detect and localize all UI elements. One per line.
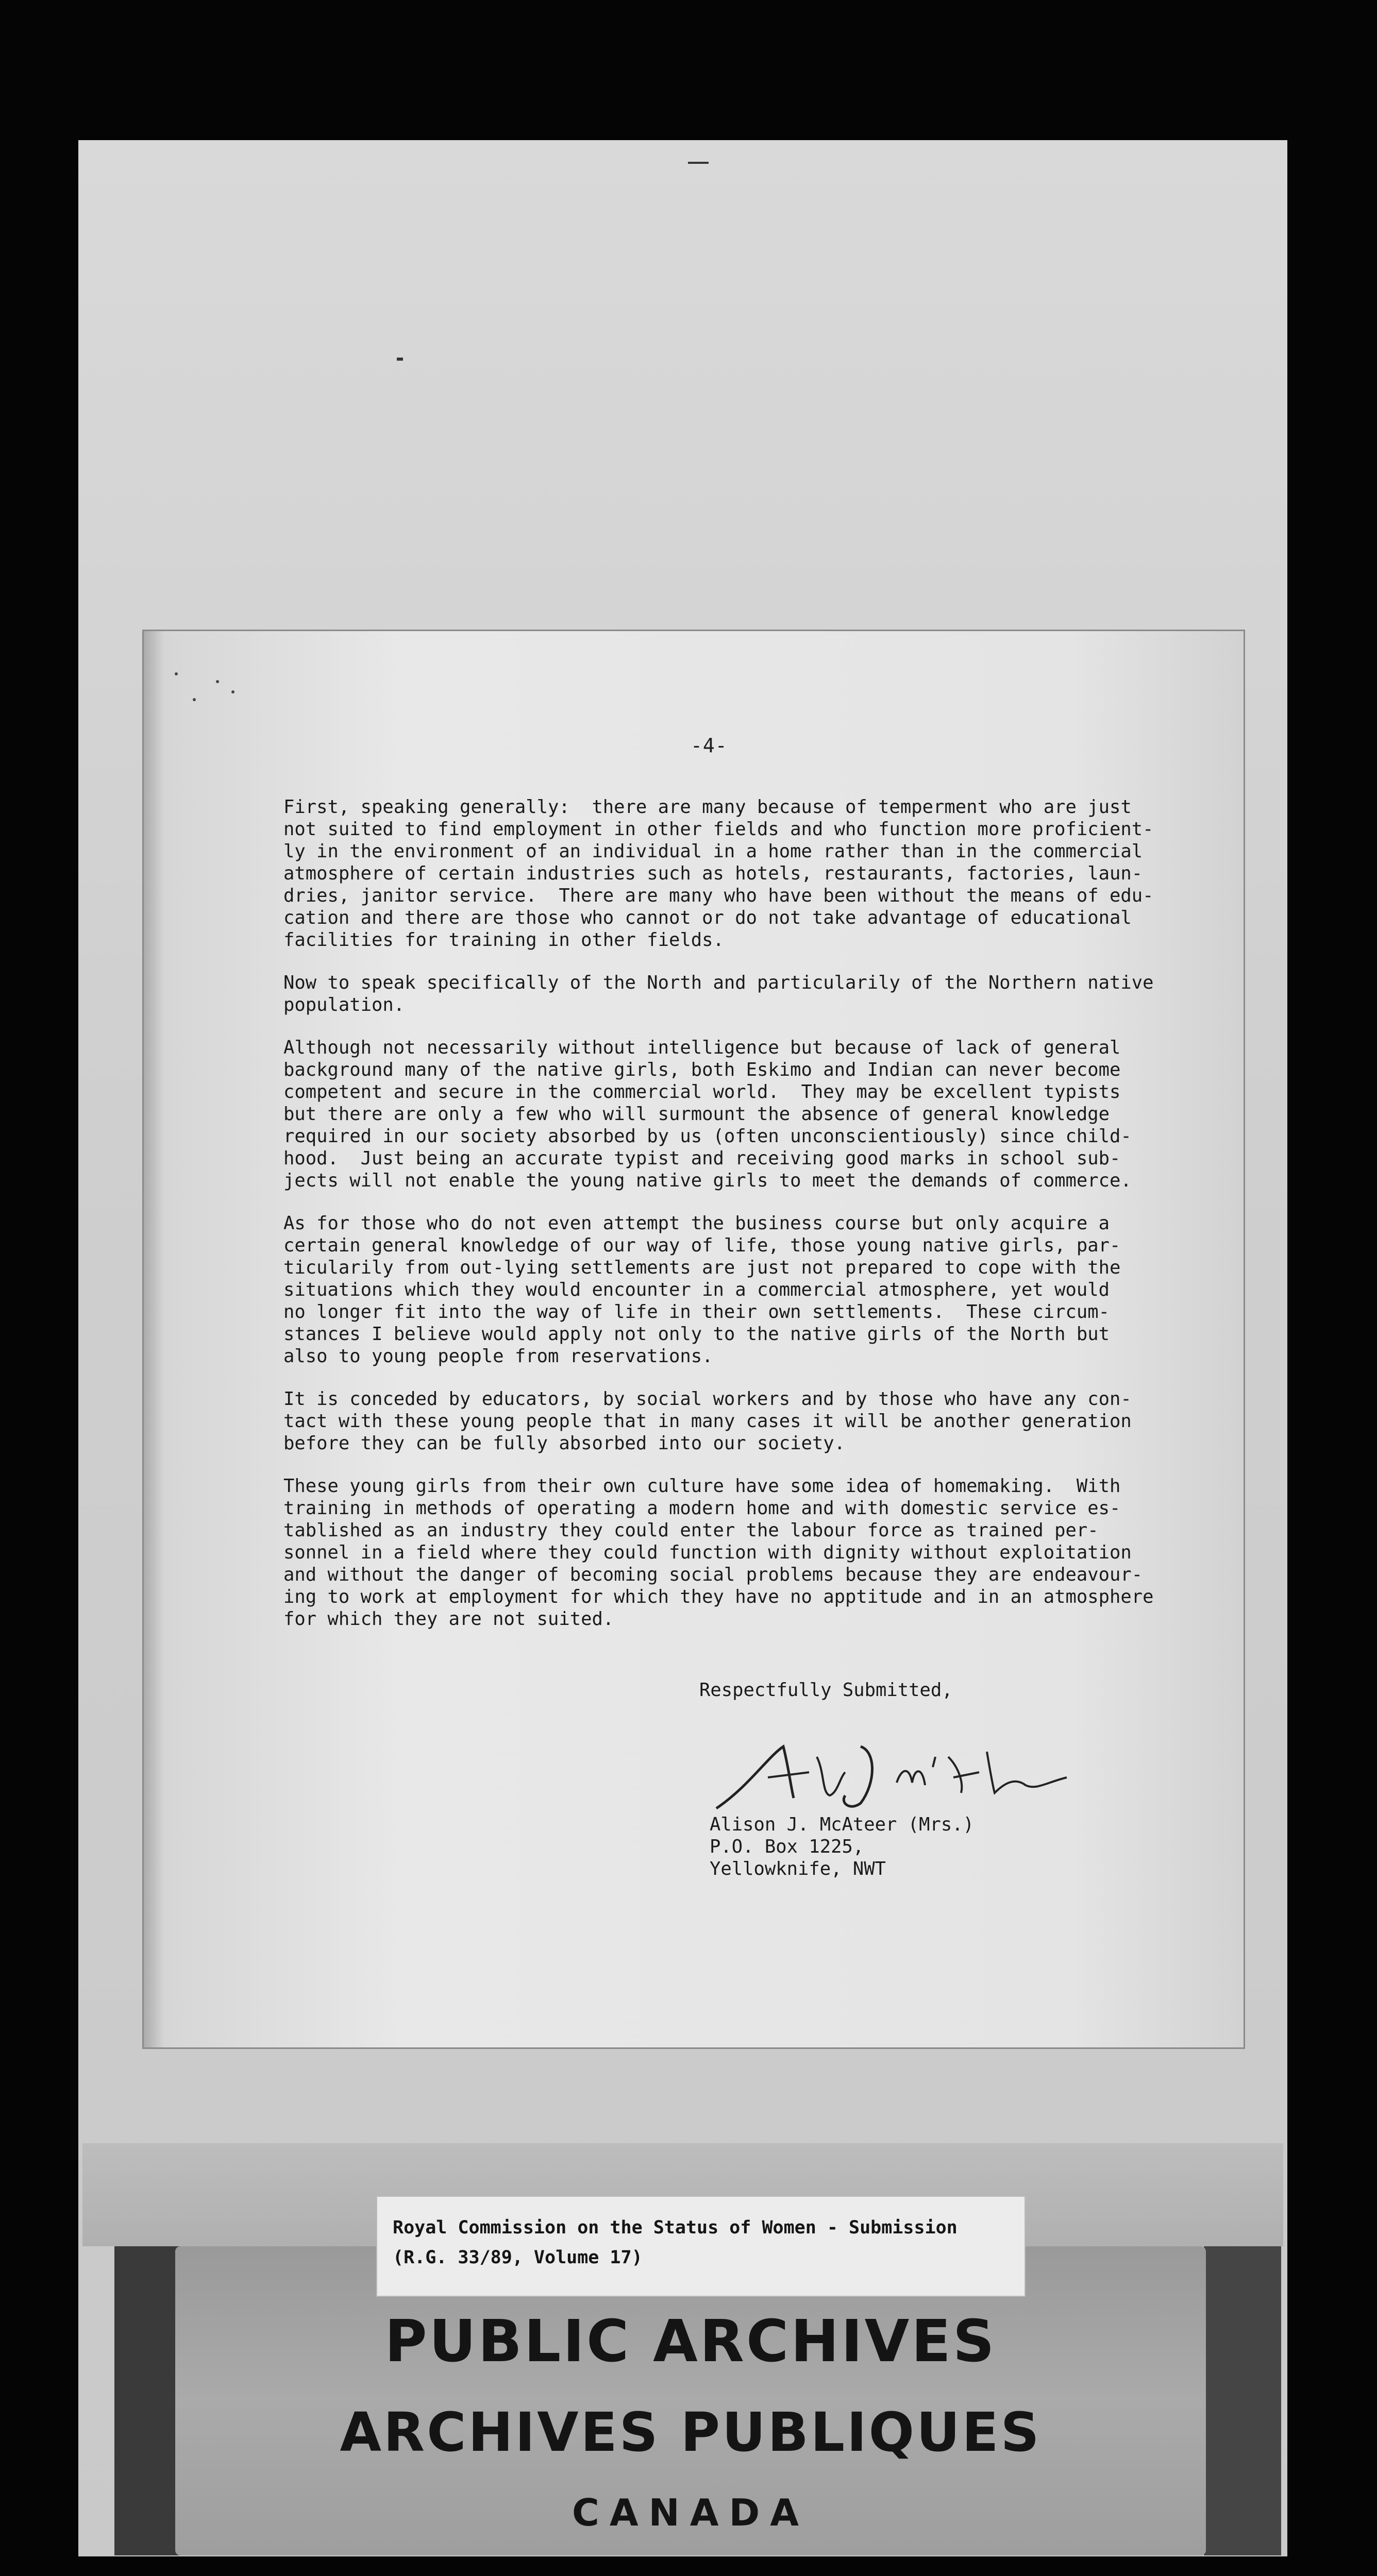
text-line: competent and secure in the commercial world. They may be excellent typists <box>283 1081 1121 1103</box>
closing-line: Respectfully Submitted, <box>699 1680 953 1701</box>
text-line: background many of the native girls, both Eskimo and Indian can never become <box>283 1059 1121 1080</box>
plate-shadow-left <box>114 2246 181 2555</box>
paragraph <box>283 796 1154 951</box>
text-line: hood. Just being an accurate typist and receiving good marks in school sub- <box>283 1148 1121 1169</box>
paper-speck <box>193 698 196 701</box>
paragraph <box>283 1475 1154 1630</box>
paper-speck <box>231 690 234 693</box>
handwritten-signature <box>706 1736 1093 1814</box>
text-line: jects will not enable the young native girls to meet the demands of commerce. <box>283 1170 1132 1191</box>
archive-line-country: CANADA <box>572 2491 810 2534</box>
board-mark <box>397 358 403 361</box>
text-line: First, speaking generally: there are many because of temperment who are just <box>283 796 1132 818</box>
text-line: Now to speak specifically of the North and particularily of the Northern native <box>283 972 1154 993</box>
page-number: -4- <box>691 734 728 757</box>
text-line: and without the danger of becoming social problems because they are endeavour- <box>283 1564 1143 1585</box>
text-line: sonnel in a field where they could function with dignity without exploitation <box>283 1542 1132 1563</box>
text-line: facilities for training in other fields. <box>283 929 724 951</box>
signatory-name: Alison J. McAteer (Mrs.) <box>710 1814 974 1835</box>
paper-speck <box>216 680 219 683</box>
text-line: Although not necessarily without intelligence but because of lack of general <box>283 1037 1121 1058</box>
signatory-city: Yellowknife, NWT <box>710 1858 886 1879</box>
signatory-box: P.O. Box 1225, <box>710 1836 864 1857</box>
paper-speck <box>175 672 178 675</box>
text-line: population. <box>283 994 405 1015</box>
caption-card <box>376 2196 1026 2297</box>
text-line: cation and there are those who cannot or do not take advantage of educational <box>283 907 1132 928</box>
paragraph <box>283 972 1154 1016</box>
text-line: ing to work at employment for which they have no apptitude and in an atmosphere <box>283 1586 1154 1607</box>
text-line: certain general knowledge of our way of life, those young native girls, par- <box>283 1235 1121 1256</box>
paragraph <box>283 1388 1149 1454</box>
paragraph <box>283 1212 1149 1367</box>
text-line: no longer fit into the way of life in their own settlements. These circum- <box>283 1301 1110 1323</box>
text-line: dries, janitor service. There are many who have been without the means of edu- <box>283 885 1154 906</box>
text-line: not suited to find employment in other fields and who function more proficient- <box>283 819 1154 840</box>
archive-line-english: PUBLIC ARCHIVES <box>384 2308 997 2375</box>
board-mark <box>688 162 709 164</box>
text-line: also to young people from reservations. <box>283 1346 713 1367</box>
text-line: situations which they would encounter in a commercial atmosphere, yet would <box>283 1279 1110 1300</box>
text-line: but there are only a few who will surmount the absence of general knowledge <box>283 1104 1110 1125</box>
caption-title: Royal Commission on the Status of Women - Submission <box>393 2217 958 2238</box>
text-line: As for those who do not even attempt the business course but only acquire a <box>283 1213 1110 1234</box>
text-line: ly in the environment of an individual in a home rather than in the commercial <box>283 841 1143 862</box>
text-line: required in our society absorbed by us (often unconscientiously) since child- <box>283 1126 1132 1147</box>
text-line: ticularily from out-lying settlements are just not prepared to cope with the <box>283 1257 1121 1278</box>
paragraph <box>283 1037 1149 1192</box>
signatory-block <box>710 1814 974 1880</box>
text-line: before they can be fully absorbed into our society. <box>283 1433 846 1454</box>
plate-shadow-right <box>1204 2246 1281 2555</box>
text-line: These young girls from their own culture have some idea of homemaking. With <box>283 1476 1121 1497</box>
text-line: stances I believe would apply not only to the native girls of the North but <box>283 1324 1110 1345</box>
letter-body <box>283 796 1154 1651</box>
caption-reference: (R.G. 33/89, Volume 17) <box>393 2247 643 2268</box>
text-line: tact with these young people that in many cases it will be another generation <box>283 1411 1132 1432</box>
text-line: It is conceded by educators, by social workers and by those who have any con- <box>283 1388 1132 1410</box>
archive-line-french: ARCHIVES PUBLIQUES <box>340 2401 1042 2464</box>
text-line: tablished as an industry they could enter the labour force as trained per- <box>283 1520 1099 1541</box>
text-line: for which they are not suited. <box>283 1608 614 1630</box>
text-line: atmosphere of certain industries such as hotels, restaurants, factories, laun- <box>283 863 1143 884</box>
text-line: training in methods of operating a modern home and with domestic service es- <box>283 1498 1121 1519</box>
